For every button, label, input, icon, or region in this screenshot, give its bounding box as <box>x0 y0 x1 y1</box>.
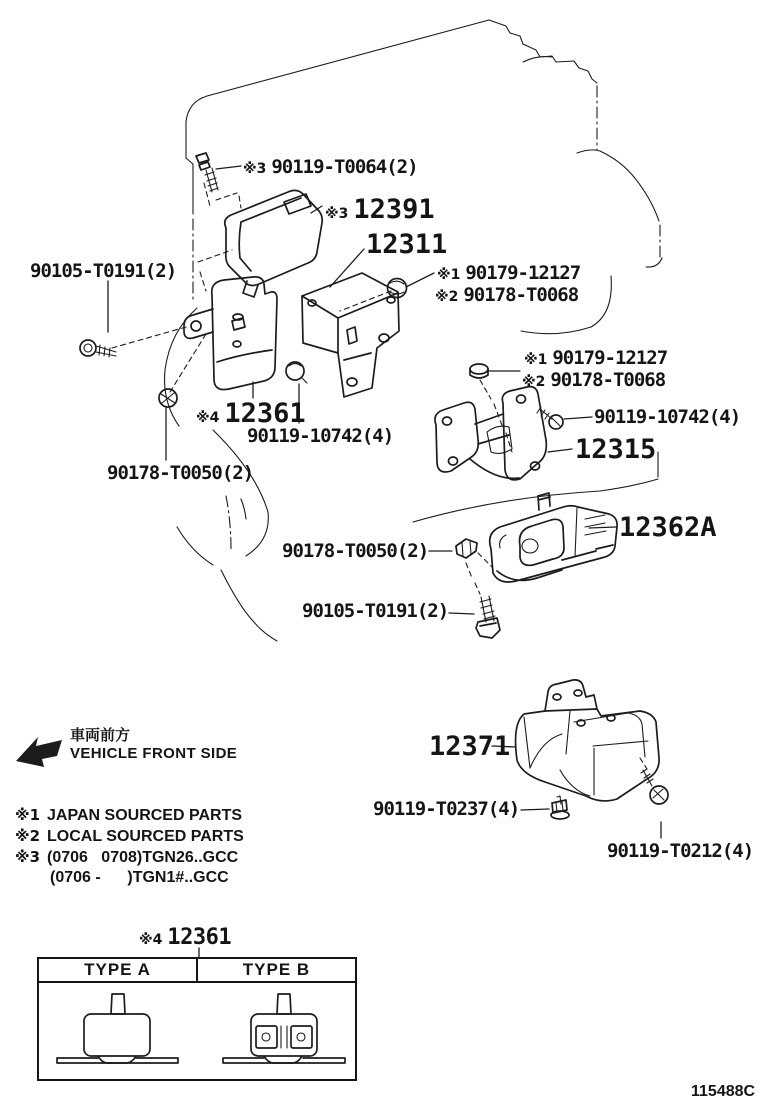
part-number: 12361 <box>167 925 232 950</box>
front-side-label-jp: 車両前方 <box>70 726 131 744</box>
part-12362a-drawing <box>490 493 617 582</box>
part-number: 90119-T0064(2) <box>271 156 418 178</box>
type-table-header <box>39 959 355 983</box>
clamp-icon <box>456 539 477 558</box>
part-label-90178-T0050 <box>107 462 253 484</box>
part-label-90178-T0068 <box>522 369 665 391</box>
part-number: 12315 <box>575 434 657 465</box>
part-label-90105-T0191 <box>302 600 448 622</box>
type-a-header: TYPE A <box>84 960 151 979</box>
note-ref: ※2 <box>522 374 546 390</box>
bolt-icon <box>286 362 307 383</box>
part-12311-drawing <box>302 273 399 397</box>
part-number: 90178-T0068 <box>550 369 666 391</box>
front-side-label-en: VEHICLE FRONT SIDE <box>70 745 238 762</box>
note-ref: ※3 <box>243 161 267 177</box>
note-ref: ※1 <box>15 806 41 824</box>
bolt-icon <box>196 153 218 192</box>
footnote-text: (0706 - )TGN1#..GCC <box>50 869 229 886</box>
type-table <box>37 957 357 1081</box>
part-label-12371 <box>429 731 510 762</box>
part-number: 90179-12127 <box>552 347 668 369</box>
footnote-text: JAPAN SOURCED PARTS <box>47 807 243 824</box>
note-ref: ※2 <box>435 289 459 305</box>
bolt-icon <box>537 407 563 429</box>
part-number: 12362A <box>619 512 717 543</box>
note-ref: ※3 <box>325 206 349 222</box>
part-label-90179-12127 <box>437 262 580 284</box>
part-label-90119-T0064 <box>243 156 418 178</box>
part-label-90119-T0237 <box>373 798 519 820</box>
part-number: 90119-T0212(4) <box>607 840 754 862</box>
part-12361-drawing <box>184 277 277 390</box>
bolt-icon <box>80 340 116 357</box>
part-label-90178-T0068 <box>435 284 578 306</box>
note-ref: ※3 <box>15 848 41 866</box>
note-ref: ※1 <box>524 352 548 368</box>
nut-icon <box>470 364 488 378</box>
bolt-icon <box>551 796 569 819</box>
note-ref: ※4 <box>196 410 220 426</box>
part-number: 12391 <box>353 194 435 225</box>
part-label-12311 <box>366 229 447 260</box>
part-number: 12371 <box>429 731 511 762</box>
part-label-12315 <box>575 434 656 465</box>
part-label-12362A <box>619 512 717 543</box>
type-table-caption <box>139 925 231 950</box>
part-number: 90119-T0237(4) <box>373 798 520 820</box>
part-number: 12311 <box>366 229 448 260</box>
part-number: 90179-12127 <box>465 262 581 284</box>
part-label-90119-T0212 <box>607 840 753 862</box>
part-label-90119-10742 <box>247 425 393 447</box>
footnote-1 <box>15 806 242 825</box>
bolt-icon <box>476 596 500 638</box>
note-ref: ※2 <box>15 827 41 845</box>
part-number: 90178-T0050(2) <box>107 462 254 484</box>
footnote-2 <box>15 827 244 846</box>
part-12371-drawing <box>516 680 660 801</box>
part-number: 90178-T0050(2) <box>282 540 429 562</box>
note-ref: ※4 <box>139 932 163 948</box>
type-b-header: TYPE B <box>196 959 355 981</box>
note-ref: ※1 <box>437 267 461 283</box>
part-12315-drawing <box>435 380 546 480</box>
part-number: 90105-T0191(2) <box>30 260 177 282</box>
part-label-90119-10742 <box>594 406 740 428</box>
front-direction-arrow-icon <box>16 737 62 767</box>
footnote-text: (0706 0708)TGN26..GCC <box>47 849 239 866</box>
part-12391-drawing <box>225 190 322 297</box>
part-number: 90119-10742(4) <box>247 425 394 447</box>
part-number: 90119-10742(4) <box>594 406 741 428</box>
part-number: 90105-T0191(2) <box>302 600 449 622</box>
part-number: 12361 <box>224 398 306 429</box>
footnote-text: LOCAL SOURCED PARTS <box>47 828 244 845</box>
figure-code: 115488C <box>691 1083 756 1100</box>
part-label-90178-T0050 <box>282 540 428 562</box>
part-label-90105-T0191 <box>30 260 176 282</box>
part-label-12391 <box>325 194 435 225</box>
footnote-3 <box>15 848 238 867</box>
footnote-3b <box>43 869 229 887</box>
part-label-90179-12127 <box>524 347 667 369</box>
part-number: 90178-T0068 <box>463 284 579 306</box>
